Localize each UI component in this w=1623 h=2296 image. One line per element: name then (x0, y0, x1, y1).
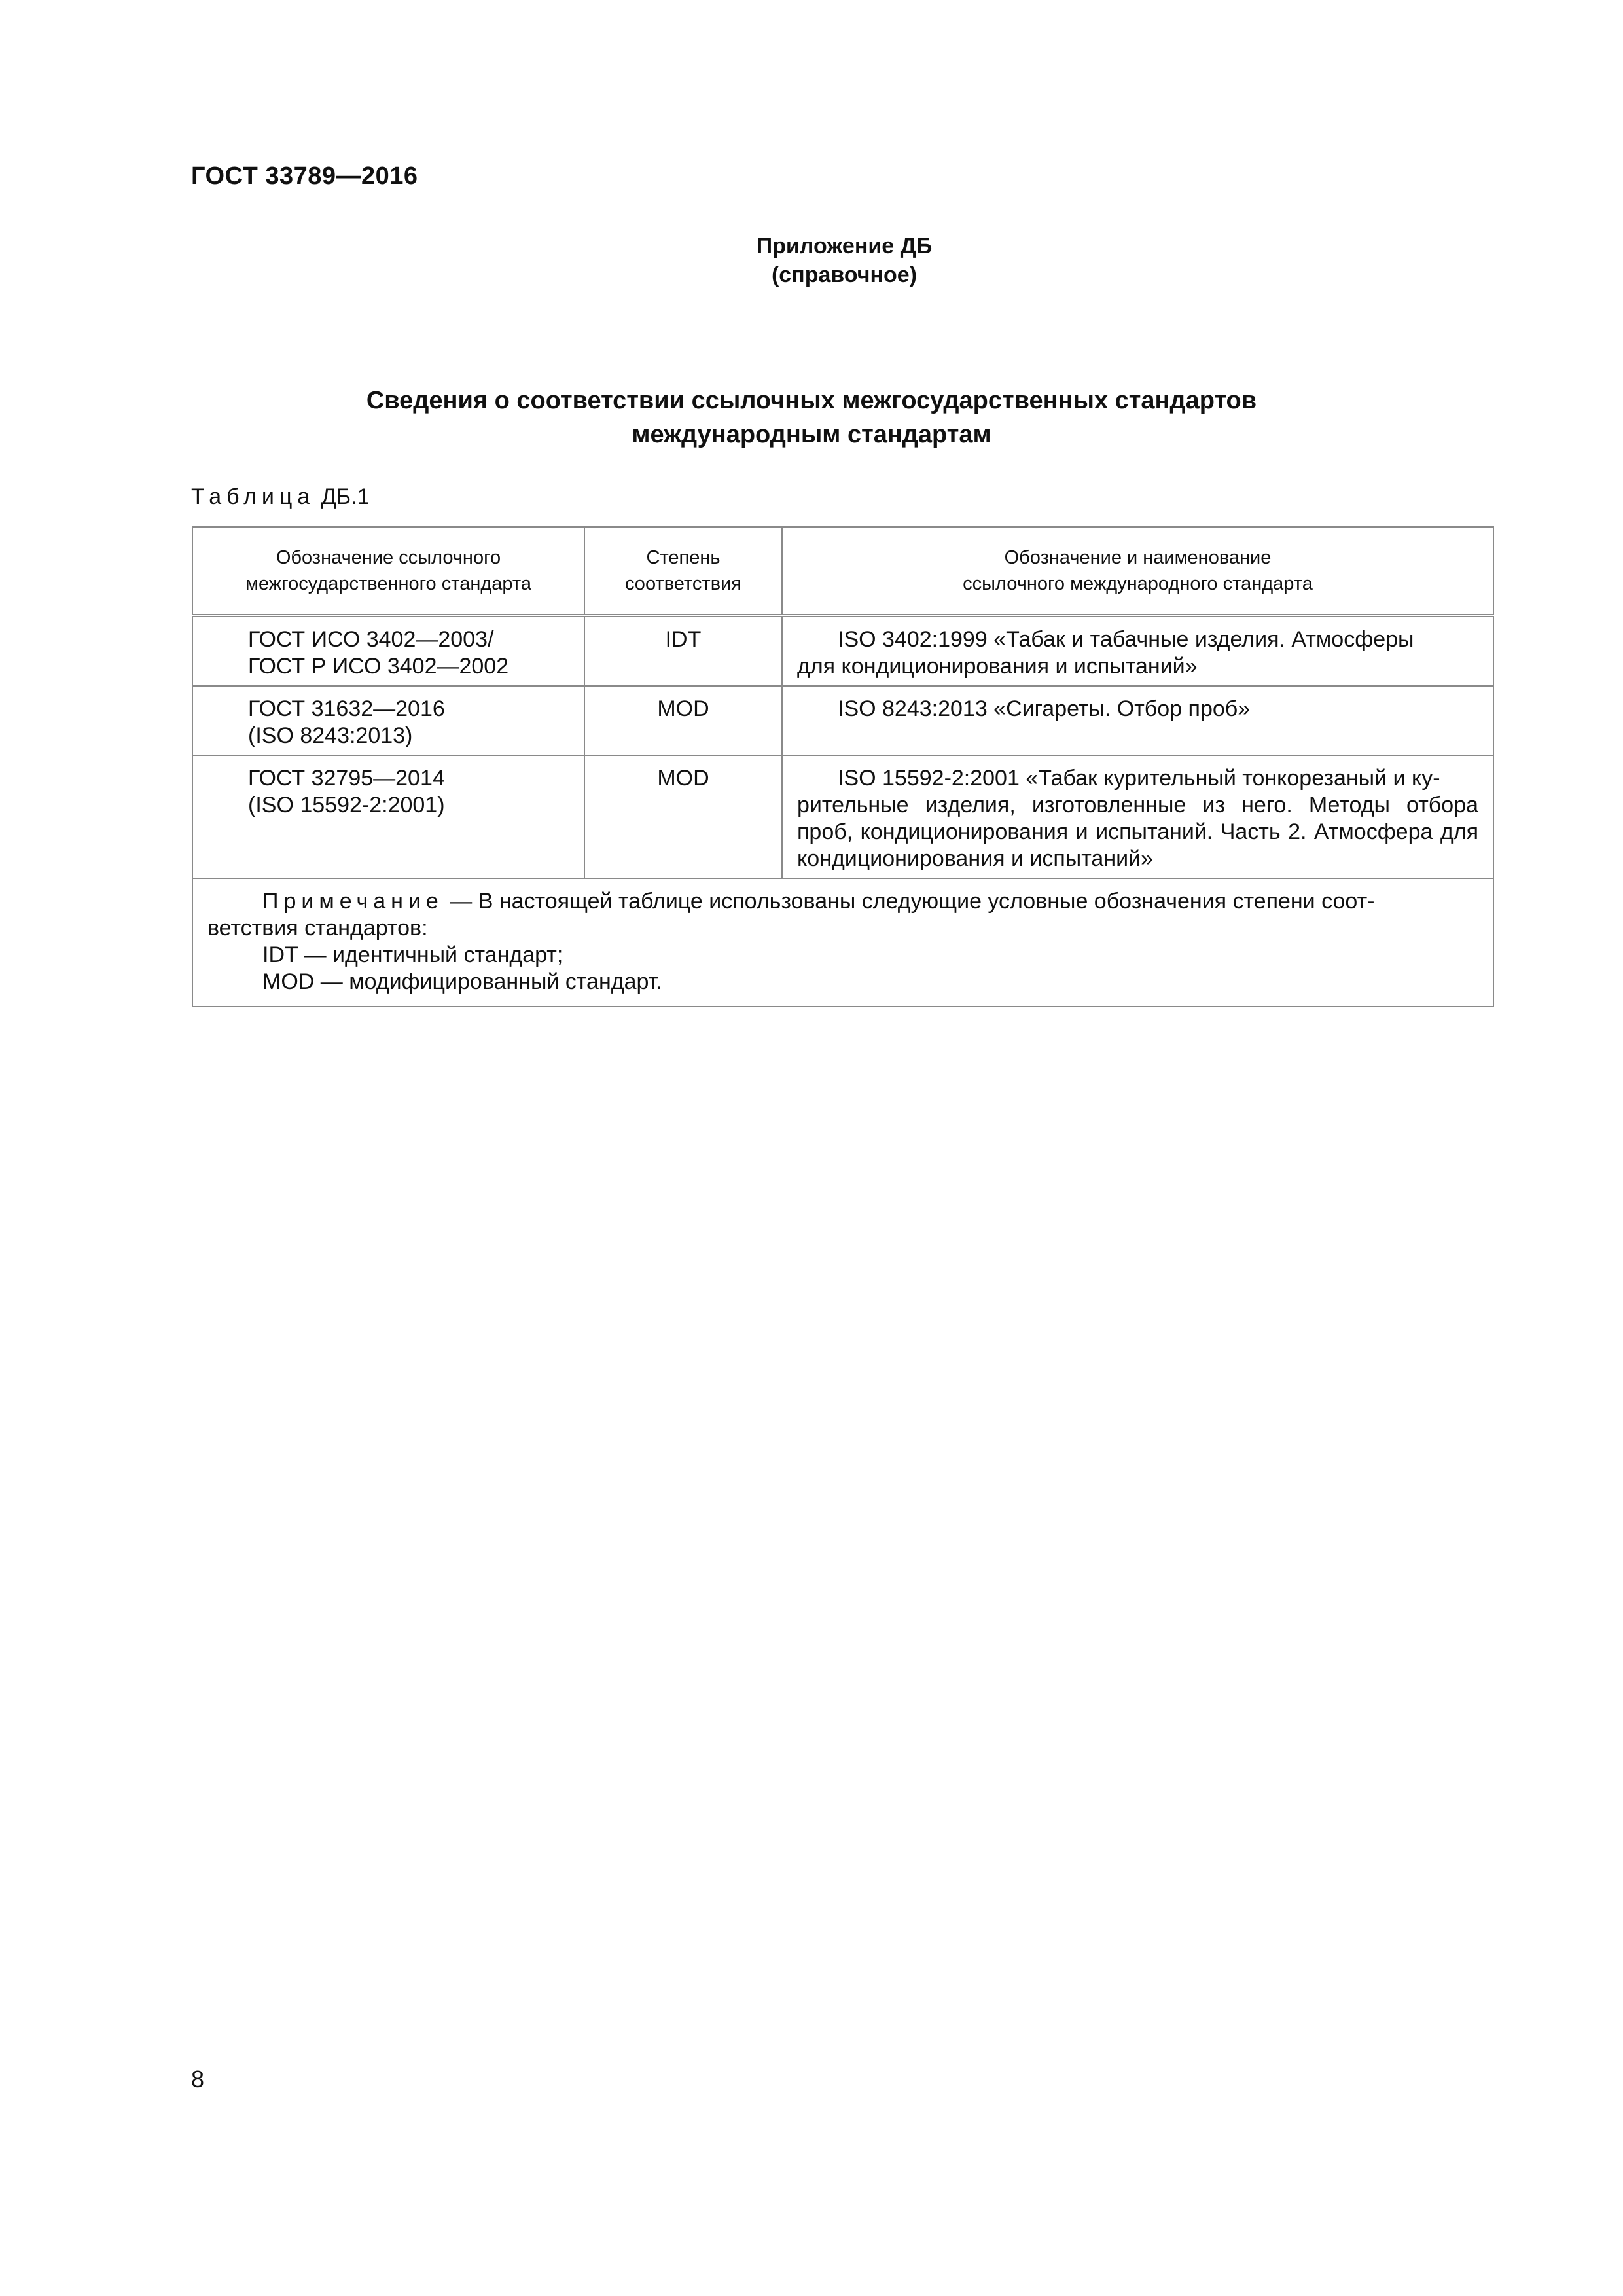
document-code: ГОСТ 33789—2016 (191, 162, 418, 190)
table-row (192, 616, 1493, 687)
note-item: MOD — модифицированный стандарт. (262, 969, 662, 994)
table-caption (191, 484, 369, 510)
table-caption-number: ДБ.1 (321, 484, 370, 509)
cell-degree: MOD (584, 755, 782, 878)
section-title-line-2: международным стандартам (632, 421, 991, 448)
note-label: Примечание (262, 889, 444, 914)
table-note (192, 878, 1493, 1007)
cell-designation: ГОСТ ИСО 3402—2003/ ГОСТ Р ИСО 3402—2002 (192, 616, 584, 687)
section-title (191, 384, 1432, 452)
note-text-continued: ветствия стандартов: (207, 916, 428, 941)
cell-designation: ГОСТ 32795—2014 (ISO 15592-2:2001) (192, 755, 584, 878)
cell-international: ISO 8243:2013 «Сигареты. Отбор проб» (782, 686, 1493, 755)
page-number: 8 (191, 2066, 205, 2092)
table-note-row (192, 878, 1493, 1007)
standards-correspondence-table (192, 526, 1494, 1007)
cell-designation: ГОСТ 31632—2016 (ISO 8243:2013) (192, 686, 584, 755)
cell-international: ISO 15592-2:2001 «Табак курительный тонкорезаный и ку- рительные изделия, изготовленные из него. Методы отбора проб, кондиционирования и испытаний. Часть 2. Атмосфера для кондиционирования и испытаний» (782, 755, 1493, 878)
note-item: IDT — идентичный стандарт; (262, 942, 563, 967)
column-header-designation: Обозначение ссылочного межгосударственного стандарта (192, 527, 584, 616)
table-row (192, 686, 1493, 755)
appendix-title: Приложение ДБ (756, 234, 933, 259)
table-row (192, 755, 1493, 878)
section-title-line-1: Сведения о соответствии ссылочных межгосударственных стандартов (366, 387, 1257, 414)
cell-international: ISO 3402:1999 «Табак и табачные изделия. Атмосферы для кондиционирования и испытаний» (782, 616, 1493, 687)
appendix-kind: (справочное) (771, 262, 918, 287)
table-caption-word: Таблица (191, 484, 315, 509)
table-header-row (192, 527, 1493, 616)
appendix-heading (746, 232, 942, 289)
cell-degree: MOD (584, 686, 782, 755)
note-text: — В настоящей таблице использованы следующие условные обозначения степени соот- (443, 889, 1375, 914)
column-header-degree: Степень соответствия (584, 527, 782, 616)
cell-degree: IDT (584, 616, 782, 687)
column-header-international: Обозначение и наименование ссылочного международного стандарта (782, 527, 1493, 616)
